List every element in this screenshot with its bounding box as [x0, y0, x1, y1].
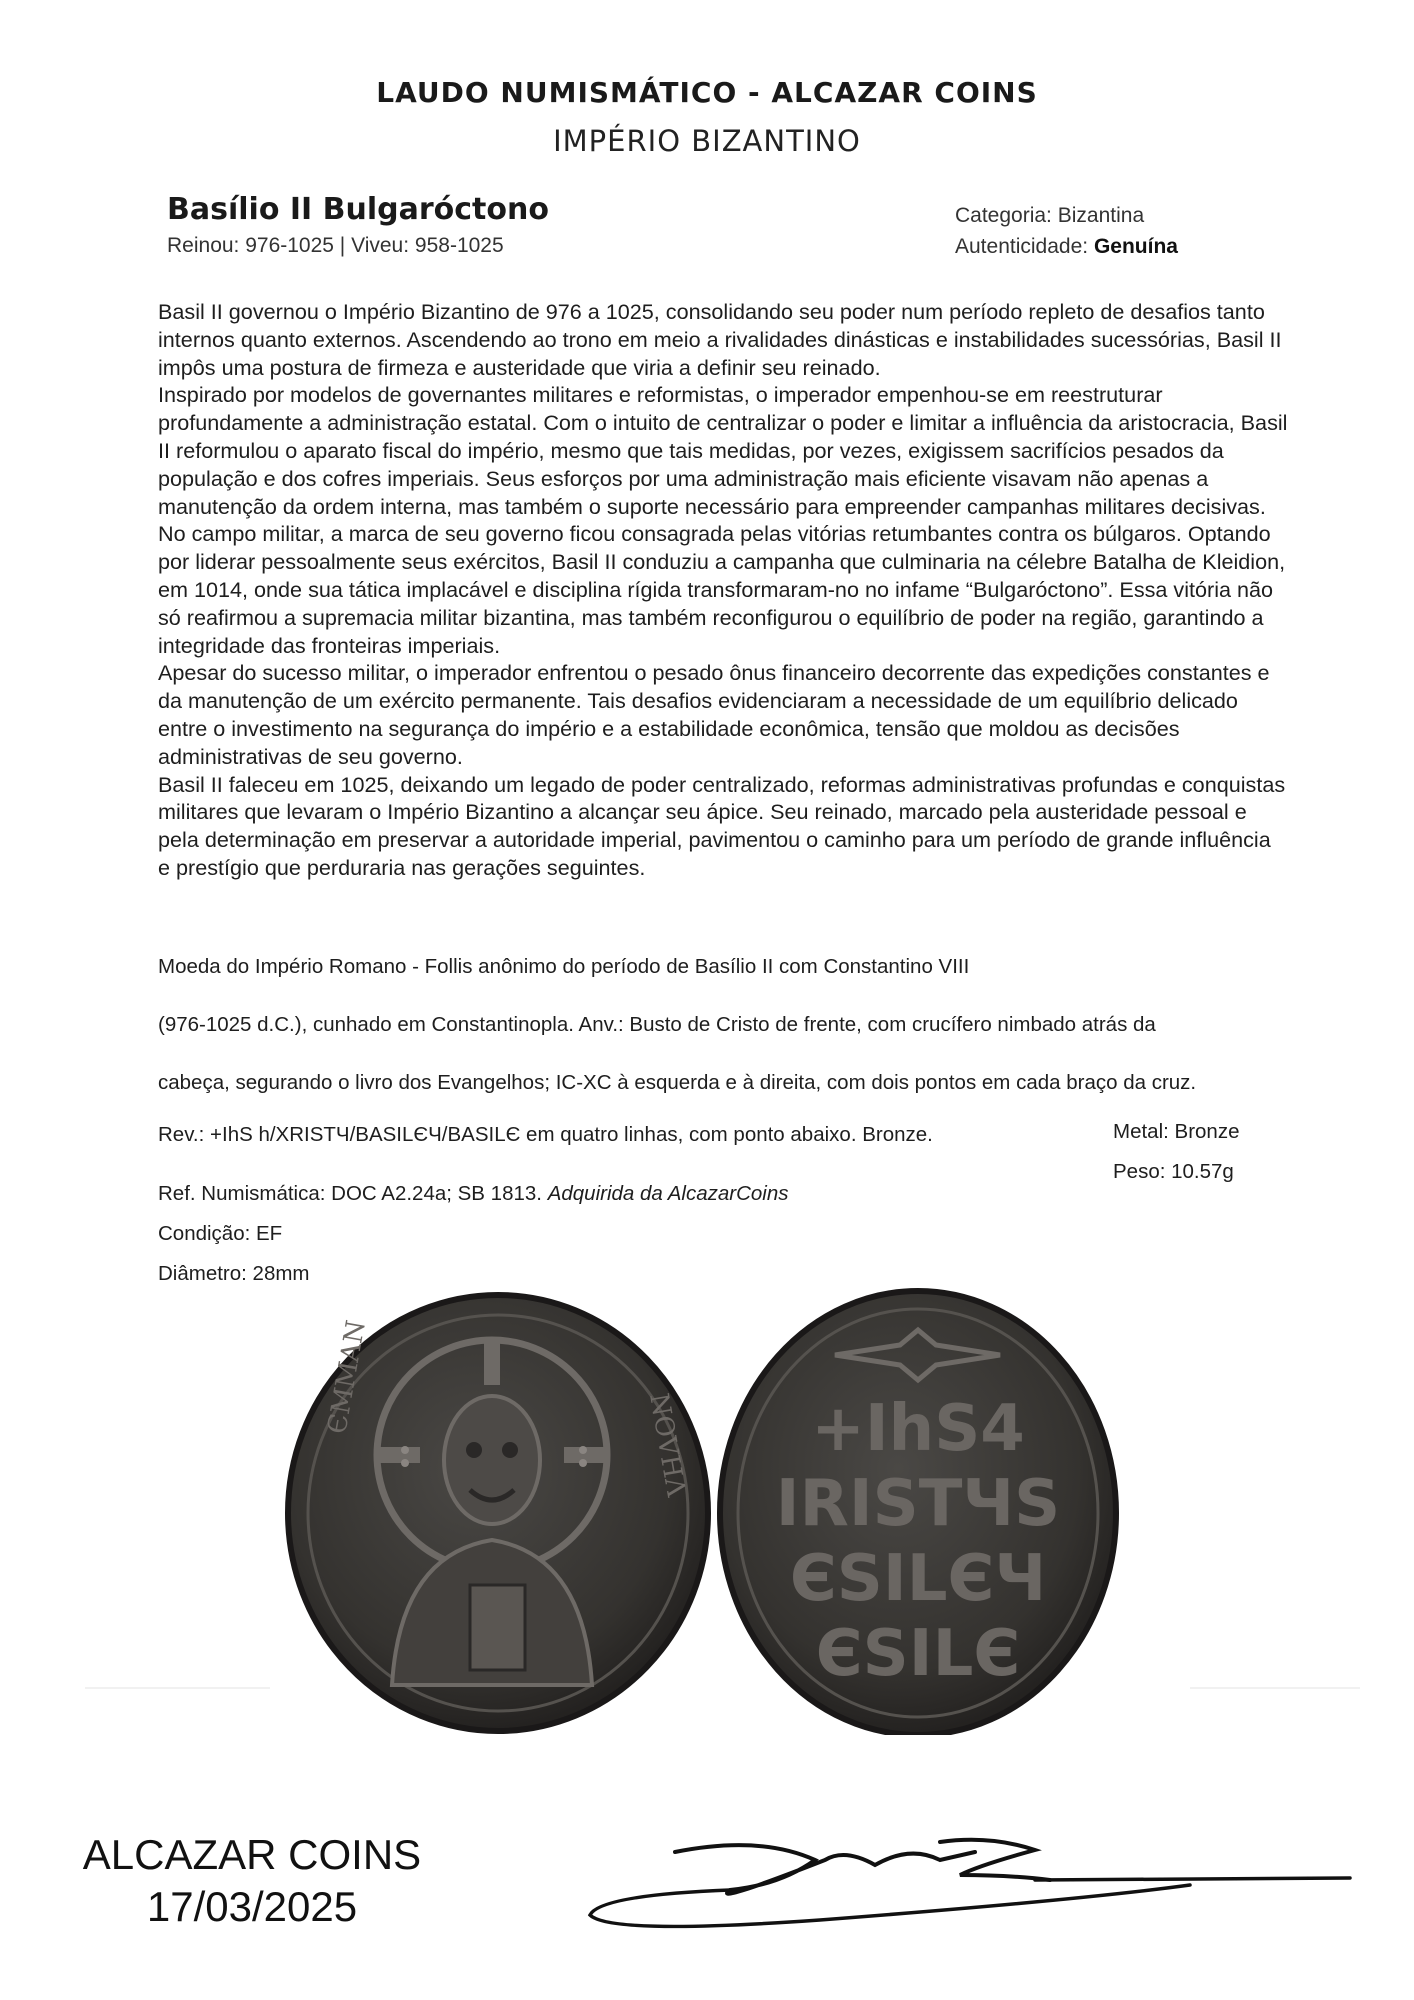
signature-image	[580, 1830, 1360, 1940]
coin-condition: Condição: EF	[158, 1222, 283, 1245]
coin-desc-line-4: Rev.: +IhS h/XRISTЧ/BASILЄЧ/BASILЄ em quatro linhas, com ponto abaixo. Bronze.	[158, 1123, 933, 1146]
reverse-row-3: ЄSILЄЧ	[789, 1542, 1047, 1616]
reverse-row-4: ЄSILЄ	[815, 1617, 1021, 1691]
bio-paragraph: Basil II governou o Império Bizantino de 976 a 1025, consolidando seu poder num período repleto de desafios tanto internos quanto externos. Ascendendo ao trono em meio a rivalidades dinásticas e instabilidades sucessórias, Basil II impôs uma postura de firmeza e austeridade que viria a definir seu reinado.	[158, 299, 1282, 380]
coin-weight: Peso: 10.57g	[1113, 1160, 1234, 1183]
coin-reference: Ref. Numismática: DOC A2.24a; SB 1813.	[158, 1182, 542, 1205]
obverse-coin	[288, 1295, 708, 1731]
coin-desc-line-2: (976-1025 d.C.), cunhado em Constantinopla. Anv.: Busto de Cristo de frente, com crucífero nimbado atrás da	[158, 1013, 1156, 1036]
authenticity-line	[955, 235, 1178, 259]
footer-date: 17/03/2025	[146, 1883, 358, 1930]
authenticity-label: Autenticidade:	[955, 235, 1089, 258]
coin-metal: Metal: Bronze	[1113, 1120, 1240, 1143]
category-value: Bizantina	[1057, 204, 1145, 227]
bio-paragraph: No campo militar, a marca de seu governo ficou consagrada pelas vitórias retumbantes contra os búlgaros. Optando por liderar pessoalmente seus exércitos, Basil II conduziu a campanha que culminaria na célebre Batalha de Kleidion, em 1014, onde sua tática implacável e disciplina rígida transformaram-no no infame “Bulgaróctono”. Essa vitória não só reafirmou a supremacia militar bizantina, mas também reconfigurou o equilíbrio de poder na região, garantindo a integridade das fronteiras imperiais.	[158, 521, 1286, 658]
coin-acquired: Adquirida da AlcazarCoins	[547, 1182, 789, 1205]
coin-reference-line	[158, 1182, 789, 1206]
category-label: Categoria:	[955, 204, 1052, 227]
obverse-legend-left: ЄMMAN	[322, 1318, 372, 1437]
obverse-legend-right: ΝΟVΗΛ	[643, 1391, 691, 1499]
category-line	[955, 204, 1144, 228]
report-subtitle: IMPÉRIO BIZANTINO	[553, 124, 861, 158]
reverse-coin	[720, 1291, 1116, 1735]
coin-photo	[0, 1285, 1414, 1735]
reverse-row-1: +IhS4	[811, 1392, 1025, 1466]
bio-paragraph: Inspirado por modelos de governantes militares e reformistas, o imperador empenhou-se em reestruturar profundamente a administração estatal. Com o intuito de centralizar o poder e limitar a influência da aristocracia, Basil II reformulou o aparato fiscal do império, mesmo que tais medidas, por vezes, exigissem sacrifícios pesados da população e dos cofres imperiais. Seus esforços por uma administração mais eficiente visavam não apenas a manutenção da ordem interna, mas também o suporte necessário para empreender campanhas militares decisivas.	[158, 382, 1288, 519]
ruler-dates: Reinou: 976-1025 | Viveu: 958-1025	[167, 234, 504, 257]
reverse-row-2: IRISTЧS	[775, 1467, 1061, 1541]
footer-brand-block	[72, 1829, 432, 1933]
coin-desc-line-3: cabeça, segurando o livro dos Evangelhos; IC-XC à esquerda e à direita, com dois pontos em cada braço da cruz.	[158, 1071, 1197, 1094]
footer-brand: ALCAZAR COINS	[82, 1831, 422, 1878]
report-title: LAUDO NUMISMÁTICO - ALCAZAR COINS	[376, 76, 1038, 109]
ruler-name: Basílio II Bulgaróctono	[167, 192, 549, 227]
biography	[158, 298, 1288, 882]
coin-diameter: Diâmetro: 28mm	[158, 1262, 310, 1285]
authenticity-value: Genuína	[1093, 235, 1178, 258]
bio-paragraph: Apesar do sucesso militar, o imperador enfrentou o pesado ônus financeiro decorrente das expedições constantes e da manutenção de um exército permanente. Tais desafios evidenciaram a necessidade de um equilíbrio delicado entre o investimento na segurança do império e a estabilidade econômica, tensão que moldou as decisões administrativas de seu governo.	[158, 660, 1270, 769]
bio-paragraph: Basil II faleceu em 1025, deixando um legado de poder centralizado, reformas administrativas profundas e conquistas militares que levaram o Império Bizantino a alcançar seu ápice. Seu reinado, marcado pela austeridade pessoal e pela determinação em preservar a autoridade imperial, pavimentou o caminho para um período de grande influência e prestígio que perduraria nas gerações seguintes.	[158, 771, 1286, 880]
coin-desc-line-1: Moeda do Império Romano - Follis anônimo do período de Basílio II com Constantino VIII	[158, 955, 970, 978]
